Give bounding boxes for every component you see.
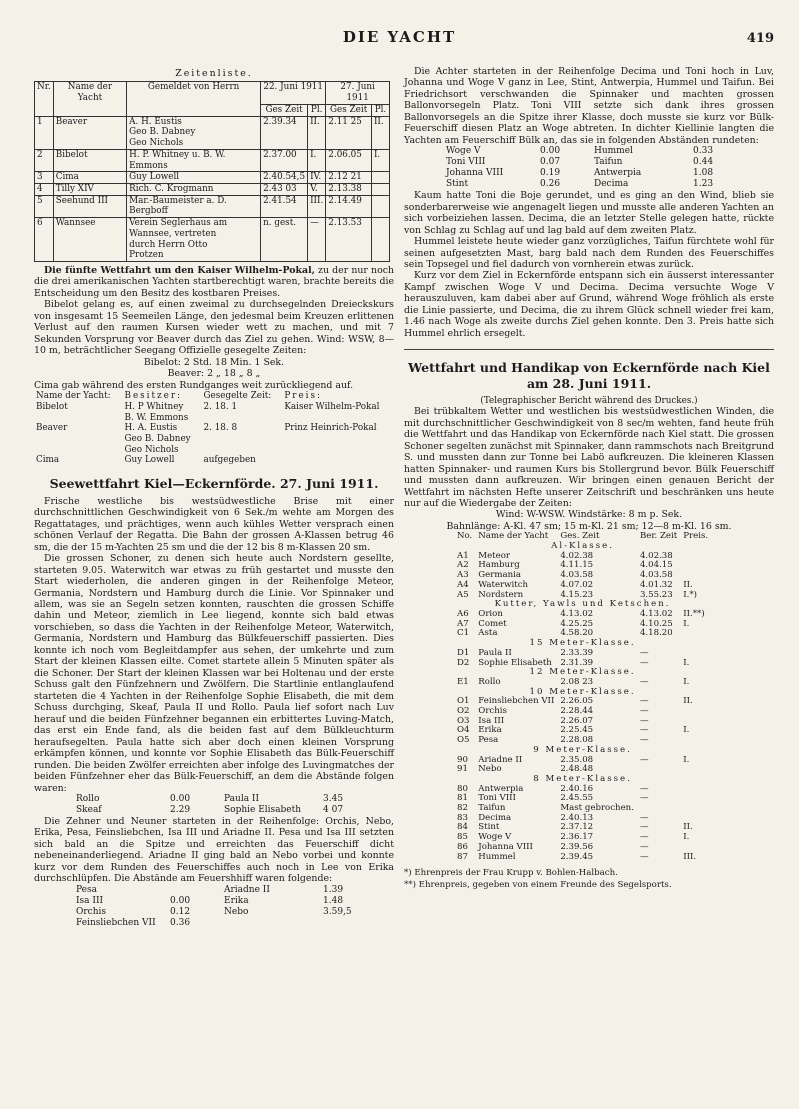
result-preis [680, 736, 711, 746]
row-time-1: 2.40.54,5 [261, 172, 308, 184]
col-name: Name der Yacht [53, 82, 126, 116]
result-ges-zeit: 2.28.44 [560, 706, 594, 717]
row-time-2: 2.13.38 [326, 183, 372, 195]
row-time-1: 2.41.54 [261, 195, 308, 217]
col-date2: 27. Juni 1911 [326, 82, 390, 104]
result-preis: II. [683, 696, 693, 707]
journal-title: DIE YACHT [342, 28, 457, 46]
result-no: A3 [457, 570, 469, 581]
seewettfahrt-p3: Die Zehner und Neuner starteten in der Reihenfolge: Orchis, Nebo, Erika, Pesa, Feinsliebchen, Isa III und Ariadne II. Pesa und Isa III setzten sich bald an die Spitze und erreichten das Feuerschiff dicht nebeneinanderliegend. Ariadne II ging bald an Nebo vorbei und konnte kurz vor dem Runden des Feuerschiffes auch noch in Lee von Erika durchschlüpfen. Die Abstände am Feuershhiff waren folgende: [34, 815, 394, 885]
gap-yacht-b: Taifun [594, 157, 623, 168]
row-place-2 [371, 172, 389, 184]
result-preis: I.*) [683, 589, 698, 600]
class-heading: 8 Meter-Klasse. [533, 773, 632, 784]
gap-row [74, 885, 365, 896]
row-time-2: 2.06.05 [326, 149, 372, 171]
gap-yacht-b: Paula II [224, 793, 260, 804]
result-preis: I. [683, 618, 690, 629]
result-ges-zeit: 2.39.45 [560, 851, 594, 862]
result-ges-zeit: 2.28.08 [560, 735, 594, 746]
prize-head-name: Name der Yacht: [36, 391, 111, 402]
result-ges-zeit: 2.26.05 [560, 696, 594, 707]
gap-value-a: 0.00 [170, 793, 191, 804]
class-heading: 15 Meter-Klasse. [529, 638, 636, 649]
result-row [454, 853, 711, 863]
col-pl2: Pl. [371, 104, 389, 116]
result-ges-zeit: 4.11.15 [560, 560, 594, 571]
prize-yacht: Cima [36, 455, 60, 466]
gap-yacht-a: Rollo [76, 793, 100, 804]
handikap-paragraph: Bei trübkaltem Wetter und westlichen bis westsüdwestlichen Winden, die mit durchschnittlicher Geschwindigkeit von 8 sec/m wehten, fand heute früh die Wettfahrt und das Handikap von Eckernförde nach Kiel statt. Die grossen Schoner segelten zunächst mit Spinnaker, dann rammschots nach Breitgrund S. und mussten dann zur Tonne bei Labö aufkreuzen. Die kleineren Klassen hatten Spinnaker- und raumen Kurs bis Stollergrund bevor. Bülk Feuerschiff und mussten dann aufkreuzen. Wir bringen einen genauen Bericht der Wettfahrt im nächsten Hefte unserer Zeitschrift und beschränken uns heute nur auf die Wiedergabe der Zeiten: [404, 406, 774, 509]
section-divider [404, 349, 774, 350]
result-ber-zeit: — [639, 676, 649, 687]
row-place-1: IV. [308, 172, 326, 184]
result-no: 82 [457, 803, 468, 814]
row-place-1: I. [308, 149, 326, 171]
result-preis: I. [683, 725, 690, 736]
prize-yacht: Beaver [36, 423, 68, 434]
seewettfahrt-p2: Die grossen Schoner, zu denen sich heute auch Nordstern gesellte, starteten 9.05. Waterwitch war etwas zu früh gestartet und musste den Start wiederholen, die anderen gingen in der Reihenfolge Meteor, Germania, Nordstern und Hamburg durch die Linie. Vor Spinnaker und allem, was sie an Segeln setzen konnten, rauschten die grossen Schiffe dahin und Meteor, ziemlich in Lee liegend, konnte sich bald etwas vorschieben, so dass die Yachten in der Reihenfolge Meteor, Waterwitch, Germania, Nordstern und Hamburg das Bülkfeuerschiff passierten. Dies konnte ich noch vom Begleitdampfer aus sehen, der umkehrte und zum Start der kleinen Klassen eilte. Comet startete allein 5 Minuten später als die Schoner. Der Start der kleinen Klassen war bei Holtenau und der erste Schuss galt den Fünfzehnern und Zwölfern. Die Startlinie entlanglaufend starteten die 4 Yachten in der Reihenfolge Sophie Elisabeth, die mit dem Schuss durchging, Skeaf, Paula II und Rollo. Paula lief sofort nach Luv herauf und die beiden Fünfzehner begannen ein erbittertes Luving-Match, das erst ein Ende fand, als die beiden fast auf dem Bülkleuchturm heraufsegelten. Paula hatte sich aber doch einen kleinen Vorsprung erkämpfen können, und konnte vor Sophie Elisabeth das Bülk-Feuerschiff runden. Die beiden Zwölfer erreichten aber infolge des Luvingmatches der beiden Fünfzehner eher das Bülk-Feuerschiff, an dem die Abstände folgen waren: [34, 553, 394, 794]
gap-value-a: 0.26 [540, 179, 561, 190]
row-nr: 1 [35, 116, 54, 149]
result-yacht: Comet [478, 618, 507, 629]
result-preis: I. [683, 832, 690, 843]
result-yacht: Meteor [478, 550, 510, 561]
result-no: O5 [457, 735, 470, 746]
gap-value-a: 2.29 [170, 804, 191, 815]
row-yacht: Wannsee [53, 218, 126, 262]
hummel-paragraph: Hummel leistete heute wieder ganz vorzügliches, Taifun fürchtete wohl für seinen aufgesetzten Mast, barg bald nach dem Runden des Feuerschiffes sein Topsegel und fiel dadurch von vornherein etwas zurück. [404, 236, 774, 270]
col-owner: Gemeldet von Herrn [127, 82, 261, 116]
prize-row [34, 455, 394, 466]
result-no: 87 [457, 851, 468, 862]
row-time-1: 2.43 03 [261, 183, 308, 195]
result-ber-zeit: — [639, 657, 649, 668]
pokal-text: zu der nur noch die drei amerikanischen Yachten startberechtigt waren, brachte bereits die Entscheidung um den Besitz des kostbaren Preises. [34, 264, 395, 299]
result-ges-zeit: 4.07.02 [560, 579, 594, 590]
result-no: O1 [457, 696, 470, 707]
footnote-2: **) Ehrenpreis, gegeben von einem Freunde des Segelsports. [404, 879, 672, 890]
row-yacht: Tilly XIV [53, 183, 126, 195]
result-yacht: Waterwitch [478, 579, 529, 590]
telegraph-note: (Telegraphischer Bericht während des Druckes.) [480, 395, 698, 406]
result-ber-zeit: 4.13.02 [639, 609, 673, 619]
result-ges-zeit: 4.58.20 [560, 628, 594, 639]
result-yacht: Rollo [478, 676, 501, 687]
row-time-2: 2.12 21 [326, 172, 372, 184]
zeitenliste-row [35, 116, 390, 149]
ziel-paragraph: Kurz vor dem Ziel in Eckernförde entspann sich ein äusserst interessanter Kampf zwischen Woge V und Decima. Decima versuchte Woge V herauszuluven, kam dabei aber auf Grund, während Woge fröhlich als erste die Linie passierte, und Decima, die zu ihrem Glück schnell wieder frei kam, 1.46 nach Woge als zweite durchs Ziel gehen konnte. Den 3. Preis hatte sich Hummel ehrlich ersegelt. [404, 270, 774, 339]
prize-head-prize: Preis: [284, 391, 322, 402]
achter-paragraph: Die Achter starteten in der Reihenfolge Decima und Toni hoch in Luv, Johanna und Woge V ganz in Lee, Stint, Antwerpia, Hummel und Taifun. Bei Friedrichsort verschwanden die Spinnaker und machten grossen Ballonvorsegeln Platz. Toni VIII setzte sich dank ihres grossen Ballonvorsegels an die Spitze ihrer Klasse, doch musste sie kurz vor Bülk-Feuerschiff diesen Platz an Woge abtreten. In dichter Kiellinie langten die Yachten am Feuerschiff Bülk an, das sie in folgenden Abständen rundeten: [404, 66, 774, 146]
zeitenliste-caption: Zeitenliste. [175, 68, 253, 79]
result-yacht: Decima [478, 812, 512, 823]
gap-value-b: 1.08 [693, 168, 714, 179]
result-preis [680, 552, 711, 562]
result-ges-zeit: 2.39.56 [560, 841, 594, 852]
result-no: D2 [457, 657, 470, 668]
result-no: A4 [457, 579, 469, 590]
result-preis: I. [683, 676, 690, 687]
class-heading: 12 Meter-Klasse. [529, 667, 636, 678]
result-no: A2 [457, 560, 469, 571]
result-preis [680, 561, 711, 571]
row-place-1: — [308, 218, 326, 262]
time-beaver: Beaver: 2 „ 18 „ 8 „ [167, 368, 261, 380]
prize-name: Prinz Heinrich-Pokal [284, 423, 377, 434]
result-no: O2 [457, 706, 470, 717]
result-no: C1 [457, 628, 470, 639]
result-yacht: Nordstern [478, 589, 524, 600]
prize-time: 2. 18. 8 [203, 423, 238, 434]
result-ber-zeit: — [639, 754, 649, 765]
result-ber-zeit: — [639, 725, 649, 736]
prize-owner: H. P Whitney B. W. Emmons [124, 401, 189, 423]
prize-head-owner: Besitzer: [124, 391, 183, 402]
result-ges-zeit: 2.40.13 [560, 812, 594, 823]
row-owner: H. P. Whitney u. B. W. Emmons [127, 149, 261, 171]
gap-value-a: 0.36 [170, 917, 191, 928]
zeitenliste-row [35, 218, 390, 262]
result-yacht: Nebo [478, 764, 502, 775]
row-yacht: Bibelot [53, 149, 126, 171]
gap-table-2 [74, 885, 365, 929]
gap-yacht-b: Erika [224, 895, 249, 906]
gap-value-a: 0.00 [170, 895, 191, 906]
result-yacht: Germania [478, 570, 522, 581]
gap-value-b: 0.33 [693, 146, 714, 157]
gap-yacht-b [222, 918, 321, 929]
gap-value-b [321, 918, 365, 929]
result-ges-zeit: 2.40.16 [560, 783, 594, 794]
row-nr: 3 [35, 172, 54, 184]
row-time-2: 2.14.49 [326, 195, 372, 217]
row-nr: 6 [35, 218, 54, 262]
gap-value-b: 0.44 [693, 157, 714, 168]
page-number: 419 [746, 31, 774, 46]
gap-value-a: 0.12 [170, 906, 191, 917]
result-ges-zeit: 4.03.58 [560, 570, 594, 581]
result-yacht: Antwerpia [478, 783, 524, 794]
gap-value-a: 0.00 [540, 146, 561, 157]
gap-yacht-a: Toni VIII [446, 157, 486, 168]
footnote-1: *) Ehrenpreis der Frau Krupp v. Bohlen-Halbach. [404, 868, 618, 879]
result-ges-zeit: 2.45.55 [560, 793, 594, 804]
gap-yacht-b: Nebo [224, 906, 249, 917]
row-yacht: Seehund III [53, 195, 126, 217]
res-head-preis: Preis. [683, 531, 709, 542]
result-yacht: Asta [478, 628, 498, 639]
time-bibelot: Bibelot: 2 Std. 18 Min. 1 Sek. [143, 356, 285, 368]
gap-row [444, 157, 735, 168]
result-ber-zeit: — [639, 706, 649, 717]
col-ges2: Ges Zeit [326, 104, 372, 116]
col-date1: 22. Juni 1911 [261, 82, 326, 104]
result-yacht: Hummel [478, 851, 516, 862]
col-ges1: Ges Zeit [261, 104, 308, 116]
col-nr: Nr. [35, 82, 54, 116]
gap-value-a: 0.19 [540, 168, 561, 179]
result-ges-zeit: 2.37.12 [560, 822, 594, 833]
col-pl1: Pl. [308, 104, 326, 116]
result-no: A1 [457, 550, 469, 561]
result-ber-zeit: 4.01.32 [639, 579, 673, 590]
result-no: 84 [457, 822, 468, 833]
gap-yacht-b: Ariadne II [224, 884, 270, 895]
result-ber-zeit: 4.04.15 [639, 560, 673, 571]
result-ber-zeit [637, 765, 680, 775]
prize-time: 2. 18. 1 [203, 401, 238, 412]
gap-value-b: 1.39 [323, 884, 344, 895]
res-head-name: Name der Yacht [478, 531, 549, 542]
prize-table [34, 391, 394, 466]
gap-row [74, 794, 365, 805]
gap-yacht-a: Woge V [446, 146, 481, 157]
row-nr: 5 [35, 195, 54, 217]
row-place-2 [371, 183, 389, 195]
result-ges-zeit: 2.31.39 [560, 657, 594, 668]
row-time-2: 2.11 25 [326, 116, 372, 149]
result-no: A7 [457, 618, 469, 629]
gap-yacht-a: Pesa [76, 884, 97, 895]
result-ges-zeit: 2.33.39 [560, 647, 594, 658]
prize-owner: Guy Lowell [124, 455, 175, 466]
result-yacht: Johanna VIII [478, 841, 533, 852]
result-no: O4 [457, 725, 470, 736]
gap-yacht-b: Decima [594, 179, 629, 190]
result-yacht: Feinsliebchen VII [478, 696, 555, 707]
gap-yacht-b: Antwerpia [594, 168, 642, 179]
zeitenliste-row [35, 149, 390, 171]
gap-value-b: 1.48 [323, 895, 344, 906]
class-heading: Kutter, Yawls und Ketschen. [494, 599, 671, 610]
bahn-line: Bahnlänge: A-Kl. 47 sm; 15 m-Kl. 21 sm; 12—8 m-Kl. 16 sm. [446, 520, 732, 532]
result-ges-zeit: 4.13.02 [560, 609, 594, 619]
result-no: 90 [457, 754, 468, 765]
gap-row [74, 918, 365, 929]
class-heading: 9 Meter-Klasse. [533, 744, 632, 755]
gap-row [444, 179, 735, 190]
result-preis: I. [683, 657, 690, 668]
result-preis: III. [683, 851, 697, 862]
result-yacht: Taifun [478, 803, 506, 814]
row-nr: 2 [35, 149, 54, 171]
result-no: 85 [457, 832, 468, 843]
pokal-heading: Die fünfte Wettfahrt um den Kaiser Wilhelm-Pokal, [44, 264, 315, 276]
row-owner: Guy Lowell [127, 172, 261, 184]
gap-value-a: 0.07 [540, 157, 561, 168]
result-ges-zeit: 4.15.23 [560, 589, 594, 600]
row-place-2: I. [371, 149, 389, 171]
result-preis [680, 794, 711, 804]
gap-yacht-b: Sophie Elisabeth [224, 804, 302, 815]
row-owner: Verein Seglerhaus am Wannsee, vertreten durch Herrn Otto Protzen [127, 218, 261, 262]
gap-value-b: 3.59,5 [323, 906, 352, 917]
result-no: A5 [457, 589, 469, 600]
result-ges-zeit: 4.25.25 [560, 618, 594, 629]
prize-head-time: Gesegelte Zeit: [203, 391, 272, 402]
prize-owner: H. A. Eustis Geo B. Dabney Geo Nichols [124, 423, 191, 455]
result-ber-zeit: 4.03.58 [639, 570, 673, 581]
zeitenliste-table [34, 81, 390, 262]
result-ber-zeit: 4.10.25 [639, 618, 673, 629]
result-ges-zeit: 2.25.45 [560, 725, 594, 736]
row-place-1: III. [308, 195, 326, 217]
result-ges-zeit: 2.26.07 [560, 715, 594, 726]
result-yacht: Toni VIII [478, 793, 516, 804]
result-ges-zeit: 2.36.17 [560, 832, 594, 843]
result-preis [680, 785, 711, 795]
row-yacht: Cima [53, 172, 126, 184]
result-ber-zeit: — [639, 735, 649, 746]
row-time-1: 2.39.34 [261, 116, 308, 149]
gap-yacht-a: Orchis [76, 906, 107, 917]
result-preis: II.**) [683, 609, 705, 619]
gap-value-b: 1.23 [693, 179, 714, 190]
gap-row [444, 146, 735, 157]
result-ber-zeit: — [639, 812, 649, 823]
result-preis: I. [683, 754, 690, 765]
result-ber-zeit: — [639, 822, 649, 833]
res-head-ges: Ges. Zeit [560, 531, 600, 542]
results-table [454, 532, 711, 862]
gap-row [74, 907, 365, 918]
result-yacht: Pesa [478, 735, 499, 746]
zeitenliste-row [35, 183, 390, 195]
result-yacht: Isa III [478, 715, 505, 726]
row-time-1: 2.37.00 [261, 149, 308, 171]
result-ges-zeit: 2.35.08 [560, 754, 594, 765]
wind-line: Wind: W-WSW. Windstärke: 8 m p. Sek. [495, 509, 683, 521]
gap-row [74, 805, 365, 816]
gap-value-b: 3.45 [323, 793, 344, 804]
prize-name: Kaiser Wilhelm-Pokal [284, 401, 380, 412]
row-place-1: V. [308, 183, 326, 195]
prize-row [34, 423, 394, 455]
row-place-2 [371, 195, 389, 217]
result-yacht: Orchis [478, 706, 507, 717]
seewettfahrt-p1: Frische westliche bis westsüdwestliche Brise mit einer durchschnittlichen Geschwindigkeit von 6 Sek./m wehte am Morgen des Regattatages, und prächtiges, wenn auch kühles Wetter versprach einen schönen Verlauf der Regatta. Die Bahn der grossen A-Klassen betrug 46 sm, die der 15 m-Yachten 25 sm und die der 12 bis 8 m-Klassen 20 sm. [34, 495, 394, 553]
result-ber-zeit: — [639, 715, 649, 726]
result-preis [680, 629, 711, 639]
result-yacht: Hamburg [478, 560, 520, 571]
gap-yacht-a: Isa III [76, 895, 104, 906]
gap-row [74, 896, 365, 907]
result-ber-zeit: — [639, 793, 649, 804]
row-owner: A. H. Eustis Geo B. Dabney Geo Nichols [127, 116, 261, 149]
row-place-2: II. [371, 116, 389, 149]
class-heading: 10 Meter-Klasse. [529, 686, 636, 697]
result-ges-zeit: 4.02.38 [560, 550, 594, 561]
prize-time: aufgegeben [203, 455, 256, 466]
res-head-no: No. [457, 531, 473, 542]
row-time-1: n. gest. [261, 218, 308, 262]
row-place-2 [371, 218, 389, 262]
result-ber-zeit: — [639, 851, 649, 862]
handikap-heading: Wettfahrt und Handikap von Eckernförde nach Kiel am 28. Juni 1911. [408, 360, 770, 391]
prize-yacht: Bibelot [36, 401, 68, 412]
toni-paragraph: Kaum hatte Toni die Boje gerundet, und es ging an den Wind, blieb sie sonderbarerweise wie angenagelt liegen und musste alle anderen Yachten an sich vorbeiziehen lassen. Decima, die an letzter Stelle gelegen hatte, rückte von Schlag zu Schlag auf und lag bald auf dem zweiten Platz. [404, 190, 774, 236]
gap-value-b: 4 07 [323, 804, 344, 815]
result-ges-zeit: 2.08 23 [560, 676, 594, 687]
row-nr: 4 [35, 183, 54, 195]
row-yacht: Beaver [53, 116, 126, 149]
result-ber-zeit: — [639, 783, 649, 794]
result-no: E1 [457, 676, 469, 687]
res-head-ber: Ber. Zeit [639, 531, 678, 542]
result-ges-zeit: 2.48.48 [560, 764, 594, 775]
result-ber-zeit: — [639, 696, 649, 707]
gap-yacht-a: Skeaf [76, 804, 102, 815]
result-no: 86 [457, 841, 468, 852]
prize-row [34, 402, 394, 423]
result-no: 80 [457, 783, 468, 794]
result-preis [680, 804, 711, 814]
bibelot-paragraph: Bibelot gelang es, auf einen zweimal zu durchsegelnden Dreieckskurs von insgesamt 15 Seemeilen Länge, den jedesmal beim Kreuzen erlittenen Verlust auf den raumen Kursen wieder wett zu machen, und mit 7 Sekunden Vorsprung vor Beaver durch das Ziel zu gehen. Wind: WSW, 8—10 m, beträchtlicher Seegang Offizielle gesegelte Zeiten: [34, 299, 394, 357]
result-ber-zeit: 3.55.23 [639, 589, 673, 600]
row-time-2: 2.13.53 [326, 218, 372, 262]
result-yacht: Ariadne II [478, 754, 523, 765]
result-yacht: Woge V [478, 832, 512, 843]
row-owner: Mar.-Baumeister a. D. Bergboff [127, 195, 261, 217]
seewettfahrt-heading: Seewettfahrt Kiel—Eckernförde. 27. Juni 1911. [49, 476, 379, 492]
result-ber-zeit: — [639, 832, 649, 843]
row-owner: Rich. C. Krogmann [127, 183, 261, 195]
gap-yacht-a: Feinsliebchen VII [76, 917, 156, 928]
gap-row [444, 168, 735, 179]
gap-value-a [168, 885, 222, 896]
result-no: 81 [457, 793, 468, 804]
result-no: O3 [457, 715, 470, 726]
result-preis: II. [683, 822, 693, 833]
result-ges-zeit: Mast gebrochen. [560, 803, 634, 814]
result-preis [680, 765, 711, 775]
result-yacht: Sophie Elisabeth [478, 657, 552, 668]
result-yacht: Paula II [478, 647, 512, 658]
cima-paragraph: Cima gab während des ersten Rundganges weit zurückliegend auf. [34, 379, 354, 391]
result-yacht: Erika [478, 725, 502, 736]
result-no: 91 [457, 764, 468, 775]
result-ber-zeit: 4.02.38 [639, 550, 673, 561]
result-ber-zeit: 4.18.20 [639, 628, 673, 639]
class-heading: Al-Klasse. [551, 541, 614, 552]
gap-yacht-b: Hummel [594, 146, 633, 157]
result-no: A6 [457, 609, 469, 619]
result-no: D1 [457, 647, 470, 658]
right-column [404, 66, 774, 890]
prize-name [282, 455, 394, 466]
result-ber-zeit: — [639, 647, 649, 658]
result-ber-zeit: — [639, 841, 649, 852]
left-column [34, 66, 394, 929]
gap-yacht-a: Stint [446, 179, 469, 190]
result-preis: II. [683, 579, 693, 590]
result-no: 83 [457, 812, 468, 823]
zeitenliste-row [35, 195, 390, 217]
row-place-1: II. [308, 116, 326, 149]
result-yacht: Stint [478, 822, 500, 833]
gap-table-3 [444, 146, 735, 190]
result-preis [680, 707, 711, 717]
zeitenliste-row [35, 172, 390, 184]
result-yacht: Orion [478, 609, 503, 619]
gap-yacht-a: Johanna VIII [446, 168, 504, 179]
gap-table-1 [74, 794, 365, 816]
